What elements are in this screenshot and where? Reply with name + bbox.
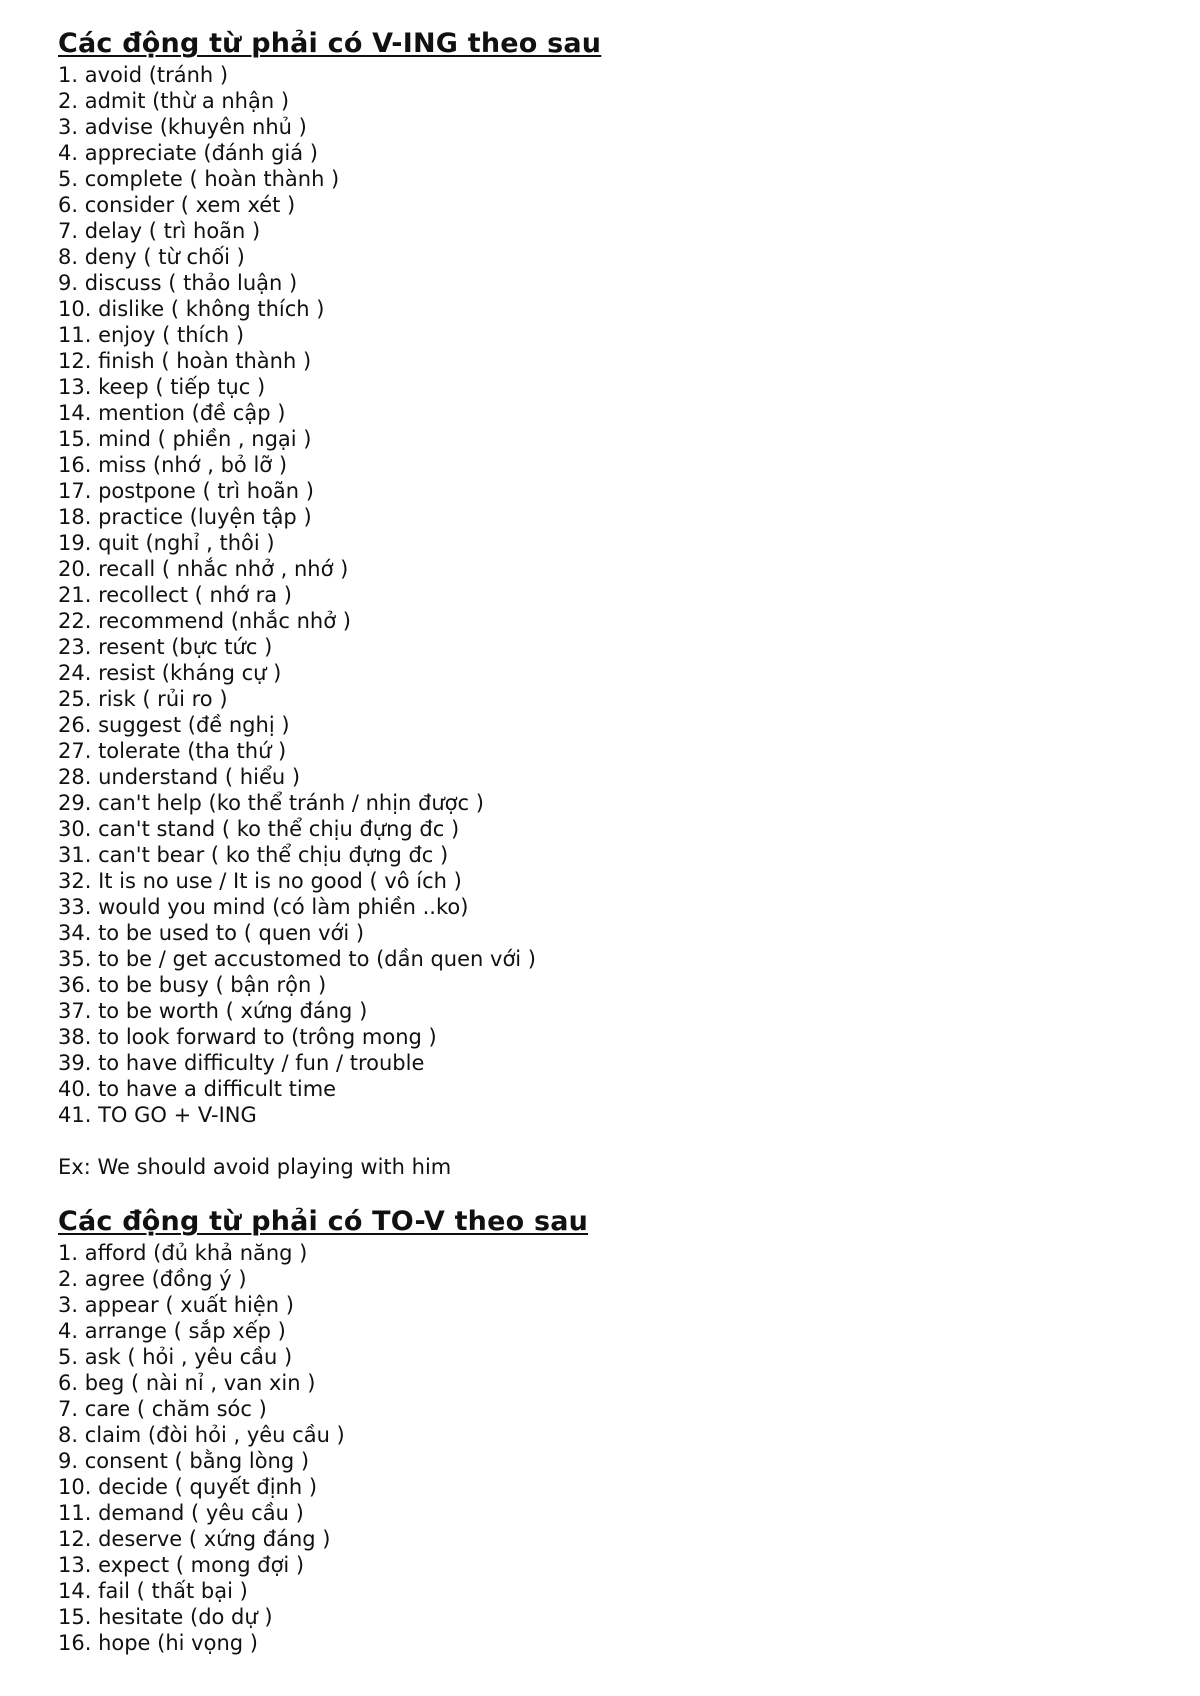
list-item: 12. deserve ( xứng đáng ): [58, 1527, 331, 1551]
list-item: 29. can't help (ko thể tránh / nhịn được ): [58, 791, 484, 815]
list-item: 40. to have a difficult time: [58, 1077, 337, 1101]
list-item: 3. appear ( xuất hiện ): [58, 1293, 294, 1317]
list-item: 34. to be used to ( quen với ): [58, 921, 365, 945]
list-item: 16. miss (nhớ , bỏ lỡ ): [58, 453, 288, 477]
list-item: 7. delay ( trì hoãn ): [58, 219, 261, 243]
list-item: 11. demand ( yêu cầu ): [58, 1501, 304, 1525]
list-item: 22. recommend (nhắc nhở ): [58, 609, 351, 633]
list-item: 24. resist (kháng cự ): [58, 661, 282, 685]
list-item: 20. recall ( nhắc nhở , nhớ ): [58, 557, 349, 581]
list-item: 7. care ( chăm sóc ): [58, 1397, 267, 1421]
list-item: 8. deny ( từ chối ): [58, 245, 245, 269]
list-item: 27. tolerate (tha thứ ): [58, 739, 287, 763]
document-page: [58, 26, 1138, 1656]
list-item: 33. would you mind (có làm phiền ..ko): [58, 895, 469, 919]
list-item: 8. claim (đòi hỏi , yêu cầu ): [58, 1423, 345, 1447]
list-item: 38. to look forward to (trông mong ): [58, 1025, 437, 1049]
section-heading: Các động từ phải có V-ING theo sau: [58, 28, 602, 59]
list-item: 10. decide ( quyết định ): [58, 1475, 318, 1499]
list-item: 21. recollect ( nhớ ra ): [58, 583, 292, 607]
list-item: 39. to have difficulty / fun / trouble: [58, 1051, 425, 1075]
list-item: 5. ask ( hỏi , yêu cầu ): [58, 1345, 293, 1369]
list-item: 4. arrange ( sắp xếp ): [58, 1319, 286, 1343]
list-item: 25. risk ( rủi ro ): [58, 687, 228, 711]
list-item: 2. admit (thừ a nhận ): [58, 89, 290, 113]
list-item: 15. mind ( phiền , ngại ): [58, 427, 312, 451]
list-item: 30. can't stand ( ko thể chịu đựng đc ): [58, 817, 460, 841]
list-item: 37. to be worth ( xứng đáng ): [58, 999, 368, 1023]
list-item: 36. to be busy ( bận rộn ): [58, 973, 327, 997]
list-item: 5. complete ( hoàn thành ): [58, 167, 340, 191]
list-item: 26. suggest (đề nghị ): [58, 713, 290, 737]
list-item: 23. resent (bực tức ): [58, 635, 273, 659]
example-sentence: Ex: We should avoid playing with him: [58, 1155, 452, 1179]
list-item: 2. agree (đồng ý ): [58, 1267, 247, 1291]
list-item: 6. consider ( xem xét ): [58, 193, 296, 217]
list-item: 1. avoid (tránh ): [58, 63, 229, 87]
list-item: 31. can't bear ( ko thể chịu đựng đc ): [58, 843, 449, 867]
list-item: 28. understand ( hiểu ): [58, 765, 301, 789]
list-item: 13. expect ( mong đợi ): [58, 1553, 305, 1577]
list-item: 15. hesitate (do dự ): [58, 1605, 273, 1629]
section-heading: Các động từ phải có TO-V theo sau: [58, 1206, 589, 1237]
list-item: 6. beg ( nài nỉ , van xin ): [58, 1371, 316, 1395]
list-item: 10. dislike ( không thích ): [58, 297, 325, 321]
list-item: 41. TO GO + V-ING: [58, 1103, 257, 1127]
list-item: 19. quit (nghỉ , thôi ): [58, 531, 275, 555]
list-item: 17. postpone ( trì hoãn ): [58, 479, 314, 503]
list-item: 3. advise (khuyên nhủ ): [58, 115, 307, 139]
section-to-v: [58, 1204, 1138, 1656]
list-item: 1. afford (đủ khả năng ): [58, 1241, 308, 1265]
list-item: 4. appreciate (đánh giá ): [58, 141, 318, 165]
list-item: 14. mention (đề cập ): [58, 401, 286, 425]
list-item: 9. discuss ( thảo luận ): [58, 271, 298, 295]
list-item: 13. keep ( tiếp tục ): [58, 375, 266, 399]
verb-list: [58, 62, 1138, 1128]
list-item: 12. finish ( hoàn thành ): [58, 349, 312, 373]
list-item: 35. to be / get accustomed to (dần quen với ): [58, 947, 536, 971]
list-item: 18. practice (luyện tập ): [58, 505, 312, 529]
verb-list: [58, 1240, 1138, 1656]
list-item: 32. It is no use / It is no good ( vô ích ): [58, 869, 462, 893]
list-item: 9. consent ( bằng lòng ): [58, 1449, 310, 1473]
section-v-ing: [58, 26, 1138, 1180]
list-item: 16. hope (hi vọng ): [58, 1631, 258, 1655]
list-item: 14. fail ( thất bại ): [58, 1579, 248, 1603]
list-item: 11. enjoy ( thích ): [58, 323, 245, 347]
